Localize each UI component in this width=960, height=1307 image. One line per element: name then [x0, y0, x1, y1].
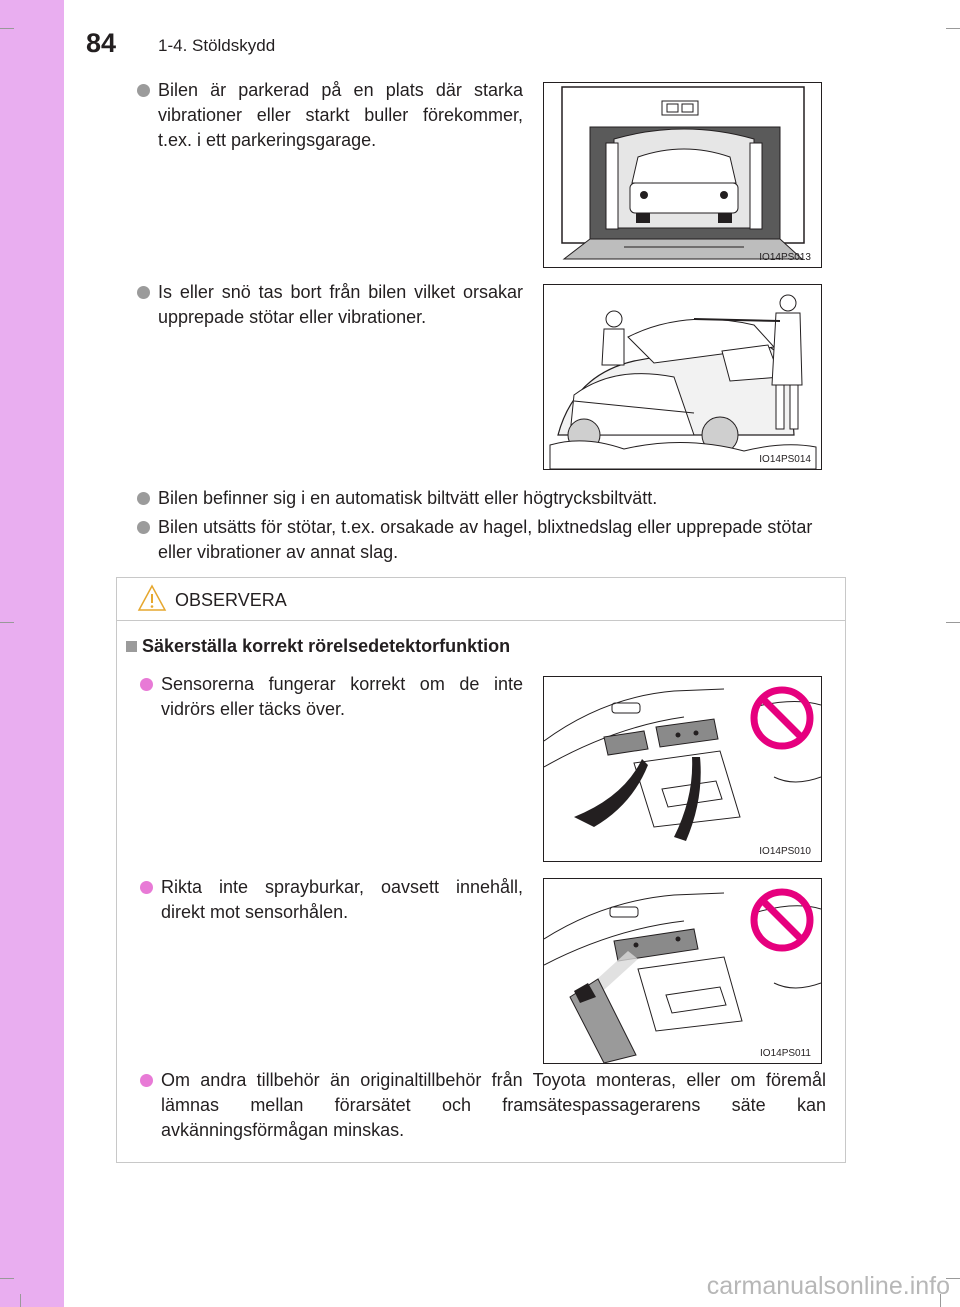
prohibition-sign-icon — [747, 885, 817, 955]
bullet-dot-icon — [137, 286, 150, 299]
notice-subheading-text: Säkerställa korrekt rörelsedetektorfunktion — [142, 636, 511, 656]
bullet-dot-icon — [140, 1074, 153, 1087]
bullet-text: Bilen utsätts för stötar, t.ex. orsakade av hagel, blixtnedslag eller upprepade stötar eller vibrationer av annat slag. — [158, 517, 813, 562]
bullet-item — [137, 78, 523, 153]
snow-removal-illustration — [544, 285, 821, 469]
bullet-item — [137, 486, 849, 511]
page-sidebar-tab — [0, 0, 64, 1307]
bullet-item — [137, 280, 523, 330]
notice-bullet-item — [140, 1068, 826, 1143]
figure-sensor-cover — [543, 676, 822, 862]
prohibition-sign-icon — [747, 683, 817, 753]
bullet-text: Bilen är parkerad på en plats där starka vibrationer eller starkt buller förekommer, t.ex. i ett parkeringsgarage. — [158, 80, 523, 150]
figure-spray-can — [543, 878, 822, 1064]
bullet-text: Rikta inte sprayburkar, oavsett innehåll, direkt mot sensorhålen. — [161, 877, 523, 922]
crop-mark — [946, 28, 960, 29]
notice-title: OBSERVERA — [175, 590, 287, 610]
notice-header — [117, 578, 845, 621]
bullet-text: Sensorerna fungerar korrekt om de inte vidrörs eller täcks över. — [161, 674, 523, 719]
page-number: 84 — [86, 28, 117, 58]
crop-mark — [0, 28, 14, 29]
notice-subheading — [126, 636, 510, 657]
figure-car-wash — [543, 82, 822, 268]
section-title: 1-4. Stöldskydd — [158, 36, 276, 55]
figure-code: IO14PS014 — [759, 454, 811, 465]
bullet-dot-icon — [137, 492, 150, 505]
figure-code: IO14PS011 — [760, 1048, 811, 1059]
bullet-dot-icon — [140, 678, 153, 691]
figure-code: IO14PS013 — [759, 252, 811, 263]
figure-code: IO14PS010 — [759, 846, 811, 857]
car-wash-illustration — [544, 83, 821, 267]
crop-mark — [20, 1294, 21, 1307]
figure-snow-removal — [543, 284, 822, 470]
bullet-text: Bilen befinner sig i en automatisk biltvätt eller högtrycksbiltvätt. — [158, 488, 658, 508]
notice-bullet-item — [140, 672, 523, 722]
bullet-text: Om andra tillbehör än originaltillbehör från Toyota monteras, eller om föremål lämnas mellan förarsätet och framsätespassagerarens säte kan avkänningsförmågan minskas. — [161, 1070, 826, 1140]
square-bullet-icon — [126, 641, 137, 652]
watermark: carmanualsonline.info — [706, 1272, 950, 1300]
bullet-dot-icon — [137, 521, 150, 534]
crop-mark — [0, 622, 14, 623]
bullet-text: Is eller snö tas bort från bilen vilket orsakar upprepade stötar eller vibrationer. — [158, 282, 523, 327]
crop-mark — [0, 1278, 14, 1279]
bullet-dot-icon — [140, 881, 153, 894]
notice-bullet-item — [140, 875, 523, 925]
warning-triangle-icon — [137, 584, 167, 612]
bullet-dot-icon — [137, 84, 150, 97]
crop-mark — [946, 622, 960, 623]
bullet-item — [137, 515, 849, 565]
